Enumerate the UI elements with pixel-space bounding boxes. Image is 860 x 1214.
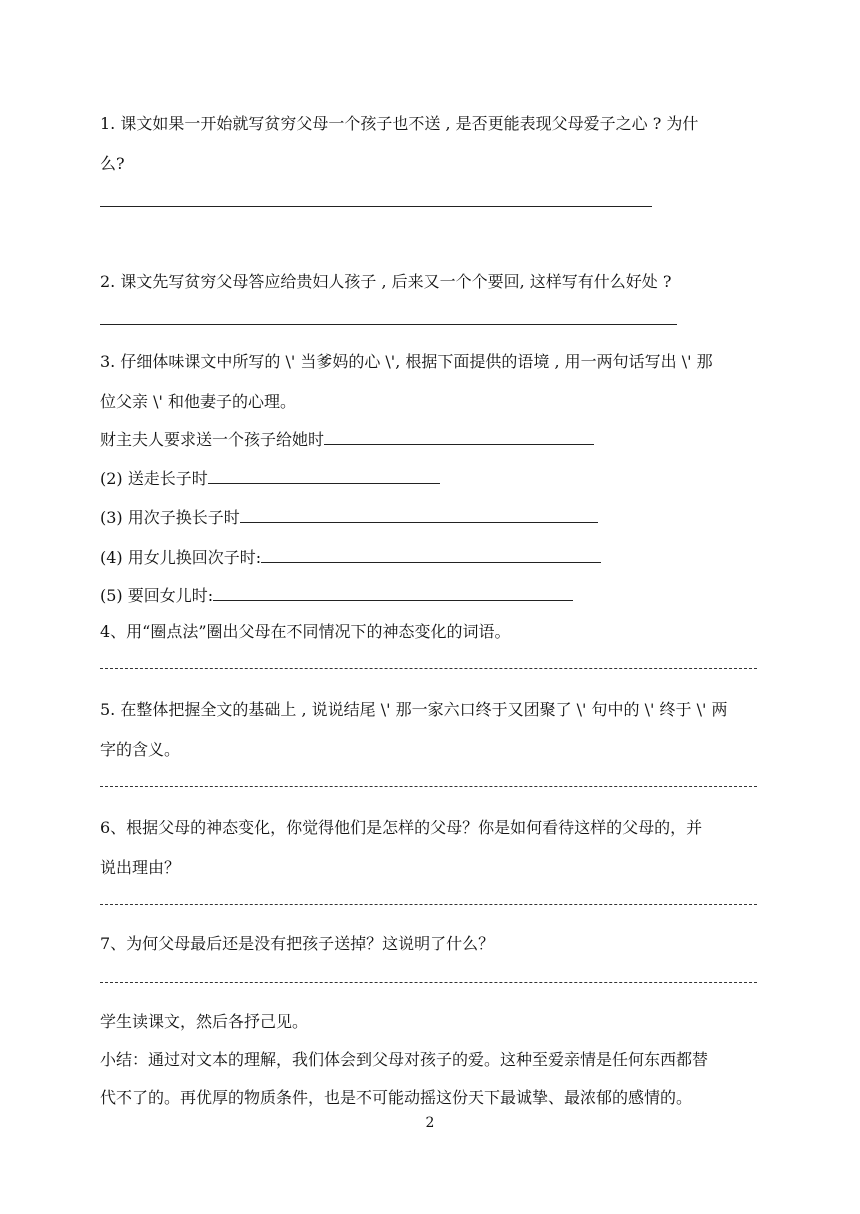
page-number: 2 bbox=[425, 1115, 435, 1131]
item-4-answer-line[interactable] bbox=[261, 546, 601, 563]
question-1-line-2: 么? bbox=[100, 154, 125, 173]
summary-line-2: 代不了的。再优厚的物质条件，也是不可能动摇这份天下最诚挚、最浓郁的感情的。 bbox=[100, 1088, 693, 1107]
question-3-item-5 bbox=[100, 584, 573, 606]
item-3-label: (3) 用次子换长子时 bbox=[100, 508, 240, 527]
question-3-line-2: 位父亲 \' 和他妻子的心理。 bbox=[100, 392, 296, 411]
item-5-label: (5) 要回女儿时: bbox=[100, 586, 214, 605]
question-3-item-3 bbox=[100, 506, 598, 528]
item-5-answer-line[interactable] bbox=[213, 584, 573, 601]
closing-line-1: 学生读课文，然后各抒己见。 bbox=[100, 1012, 309, 1031]
question-6-line-1: 6、根据父母的神态变化，你觉得他们是怎样的父母？你是如何看待这样的父母的，并 bbox=[100, 818, 703, 837]
question-3-item-4 bbox=[100, 546, 601, 568]
question-1-line-1: 1. 课文如果一开始就写贫穷父母一个孩子也不送 , 是否更能表现父母爱子之心 ? 为什 bbox=[100, 114, 699, 133]
answer-dashed-line-5[interactable] bbox=[100, 786, 757, 787]
question-2-line-1: 2. 课文先写贫穷父母答应给贵妇人孩子 , 后来又一个个要回, 这样写有什么好处 ? bbox=[100, 272, 672, 291]
answer-line-1[interactable] bbox=[100, 206, 652, 207]
item-1-answer-line[interactable] bbox=[324, 428, 594, 445]
answer-dashed-line-7[interactable] bbox=[100, 982, 757, 983]
question-7-line-1: 7、为何父母最后还是没有把孩子送掉？这说明了什么？ bbox=[100, 934, 495, 953]
summary-line-1: 小结：通过对文本的理解，我们体会到父母对孩子的爱。这种至爱亲情是任何东西都替 bbox=[100, 1050, 709, 1069]
answer-dashed-line-4[interactable] bbox=[100, 668, 757, 669]
answer-line-2[interactable] bbox=[100, 324, 677, 325]
answer-dashed-line-6[interactable] bbox=[100, 904, 757, 905]
question-3-item-2 bbox=[100, 467, 440, 489]
item-1-label: 财主夫人要求送一个孩子给她时 bbox=[100, 430, 325, 449]
item-3-answer-line[interactable] bbox=[240, 506, 598, 523]
item-4-label: (4) 用女儿换回次子时: bbox=[100, 548, 262, 567]
question-3-item-1 bbox=[100, 428, 594, 450]
question-4-line-1: 4、用“圈点法”圈出父母在不同情况下的神态变化的词语。 bbox=[100, 622, 511, 641]
question-6-line-2: 说出理由？ bbox=[100, 858, 181, 877]
question-5-line-1: 5. 在整体把握全文的基础上 , 说说结尾 \' 那一家六口终于又团聚了 \' 句中的 \' 终于 \' 两 bbox=[100, 700, 728, 719]
item-2-answer-line[interactable] bbox=[208, 467, 440, 484]
item-2-label: (2) 送走长子时 bbox=[100, 469, 208, 488]
question-5-line-2: 字的含义。 bbox=[100, 740, 181, 759]
question-3-line-1: 3. 仔细体味课文中所写的 \' 当爹妈的心 \', 根据下面提供的语境 , 用一两句话写出 \' 那 bbox=[100, 352, 713, 371]
